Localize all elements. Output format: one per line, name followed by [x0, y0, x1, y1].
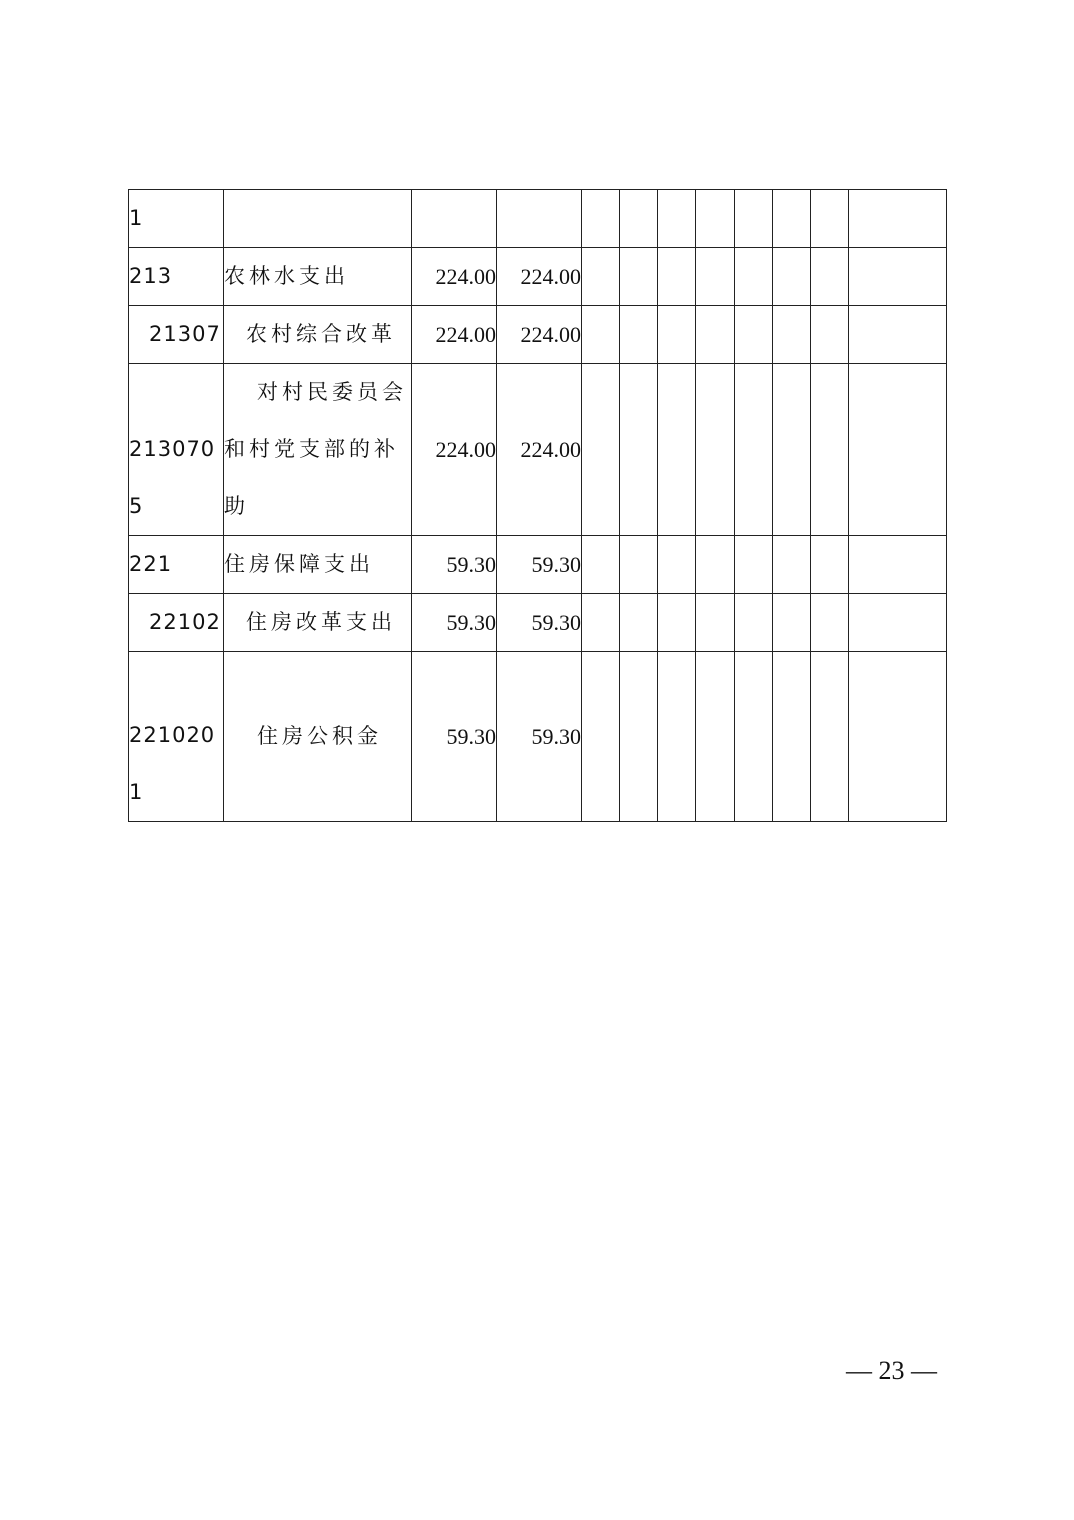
table-row [129, 306, 947, 364]
budget-expenditure-table [128, 189, 947, 822]
table-row [129, 248, 947, 306]
empty-cell [811, 190, 849, 248]
empty-cell [735, 248, 773, 306]
subject-code: 2210201 [129, 652, 224, 822]
empty-cell [658, 306, 696, 364]
empty-cell [582, 248, 620, 306]
empty-cell [849, 594, 947, 652]
empty-cell [735, 364, 773, 536]
total-amount: 224.00 [412, 364, 497, 536]
empty-cell [658, 364, 696, 536]
empty-cell [811, 652, 849, 822]
empty-cell [773, 248, 811, 306]
total-amount [412, 190, 497, 248]
subject-name: 住房公积金 [224, 652, 412, 822]
table-row [129, 364, 947, 536]
total-amount: 59.30 [412, 652, 497, 822]
page-number: — 23 — [846, 1356, 937, 1385]
empty-cell [582, 306, 620, 364]
empty-cell [658, 248, 696, 306]
total-amount: 59.30 [412, 536, 497, 594]
empty-cell [849, 306, 947, 364]
empty-cell [773, 364, 811, 536]
empty-cell [658, 594, 696, 652]
empty-cell [735, 594, 773, 652]
empty-cell [620, 190, 658, 248]
empty-cell [811, 536, 849, 594]
subject-name: 农村综合改革 [224, 306, 412, 364]
total-amount: 224.00 [412, 248, 497, 306]
empty-cell [773, 652, 811, 822]
empty-cell [735, 652, 773, 822]
empty-cell [811, 306, 849, 364]
subject-name: 住房改革支出 [224, 594, 412, 652]
empty-cell [582, 364, 620, 536]
empty-cell [696, 306, 735, 364]
empty-cell [658, 652, 696, 822]
empty-cell [696, 594, 735, 652]
table-row [129, 536, 947, 594]
empty-cell [811, 594, 849, 652]
subject-code: 221 [129, 536, 224, 594]
basic-amount: 224.00 [497, 364, 582, 536]
empty-cell [620, 652, 658, 822]
empty-cell [849, 248, 947, 306]
empty-cell [696, 364, 735, 536]
total-amount: 59.30 [412, 594, 497, 652]
empty-cell [696, 248, 735, 306]
empty-cell [696, 652, 735, 822]
subject-code: 213 [129, 248, 224, 306]
empty-cell [696, 190, 735, 248]
empty-cell [582, 190, 620, 248]
subject-name: 对村民委员会和村党支部的补助 [224, 364, 412, 536]
empty-cell [620, 536, 658, 594]
table-row [129, 652, 947, 822]
subject-code: 2130705 [129, 364, 224, 536]
empty-cell [849, 190, 947, 248]
subject-code: 1 [129, 190, 224, 248]
empty-cell [773, 536, 811, 594]
empty-cell [773, 594, 811, 652]
table-row [129, 594, 947, 652]
empty-cell [582, 594, 620, 652]
empty-cell [735, 190, 773, 248]
total-amount: 224.00 [412, 306, 497, 364]
empty-cell [696, 536, 735, 594]
subject-name: 农林水支出 [224, 248, 412, 306]
empty-cell [658, 190, 696, 248]
basic-amount: 59.30 [497, 652, 582, 822]
empty-cell [620, 248, 658, 306]
empty-cell [582, 536, 620, 594]
basic-amount [497, 190, 582, 248]
empty-cell [620, 364, 658, 536]
basic-amount: 59.30 [497, 536, 582, 594]
table-row [129, 190, 947, 248]
basic-amount: 59.30 [497, 594, 582, 652]
subject-name: 住房保障支出 [224, 536, 412, 594]
empty-cell [735, 536, 773, 594]
empty-cell [849, 536, 947, 594]
empty-cell [773, 306, 811, 364]
empty-cell [620, 594, 658, 652]
empty-cell [658, 536, 696, 594]
empty-cell [811, 248, 849, 306]
basic-amount: 224.00 [497, 248, 582, 306]
empty-cell [849, 652, 947, 822]
basic-amount: 224.00 [497, 306, 582, 364]
empty-cell [811, 364, 849, 536]
subject-code: 22102 [129, 594, 224, 652]
empty-cell [773, 190, 811, 248]
empty-cell [849, 364, 947, 536]
subject-name [224, 190, 412, 248]
empty-cell [582, 652, 620, 822]
subject-code: 21307 [129, 306, 224, 364]
empty-cell [620, 306, 658, 364]
empty-cell [735, 306, 773, 364]
